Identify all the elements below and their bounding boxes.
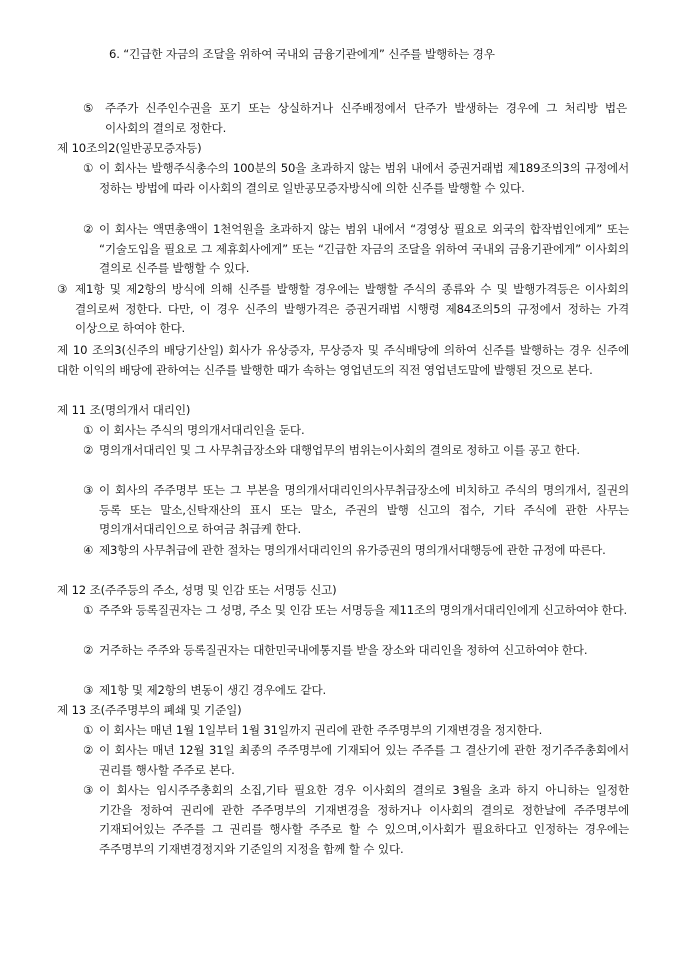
clause-number: ③	[57, 282, 68, 296]
article-11-clause-2: 명의개서대리인 및 그 사무취급장소와 대행업무의 범위는이사회의 결의로 정하고 이를 공고 한다.	[99, 443, 580, 457]
article-10-2-clause-2: 이 회사는 액면총액이 1천억원을 초과하지 않는 범위 내에서 “경영상 필요로 외국의 합작법인에게” 또는 “기술도입을 필요로 그 제휴회사에게” 또는 “긴급한 자금의 조달을 위하여 국내외 금융기관에게” 이사회의 결의로 신주를 발행할 수 있다.	[99, 222, 629, 276]
article-11-clause-4: 제3항의 사무취급에 관한 절차는 명의개서대리인의 유가증권의 명의개서대행등에 관한 규정에 따른다.	[99, 543, 606, 557]
article-13-clause-3: 이 회사는 임시주주총회의 소집,기타 필요한 경우 이사회의 결의로 3월을 초과 하지 아니하는 일정한 기간을 정하여 권리에 관한 주주명부의 기재변경을 정하거나 이사회의 결의로 정한날에 주주명부에 기재되어있는 주주를 그 권리를 행사할 주주로 할 수 있으며,이사회가 필요하다고 인정하는 경우에는 주주명부의 기재변경정지와 기준일의 지정을 함께 할 수 있다.	[99, 783, 629, 856]
clause-number: ②	[83, 643, 94, 657]
article-12-heading: 제 12 조(주주등의 주소, 성명 및 인감 또는 서명등 신고)	[57, 583, 337, 597]
article-11-clause-3: 이 회사의 주주명부 또는 그 부본을 명의개서대리인의사무취급장소에 비치하고 주식의 명의개서, 질권의 등록 또는 말소,신탁재산의 표시 또는 말소, 주권의 발행 신고의 접수, 기타 주식에 관한 사무는 명의개서대리인으로 하여금 취급케 한다.	[99, 483, 629, 537]
article-10-2-clause-1: 이 회사는 발행주식총수의 100분의 50을 초과하지 않는 범위 내에서 증권거래법 제189조의3의 규정에서 정하는 방법에 따라 이사회의 결의로 일반공모증자방식에 의한 신주를 발행할 수 있다.	[99, 161, 629, 195]
clause-number: ②	[83, 443, 94, 457]
article-13-heading: 제 13 조(주주명부의 폐쇄 및 기준일)	[57, 703, 242, 717]
clause-number: ①	[83, 161, 94, 175]
item-6-clause: 6. “긴급한 자금의 조달을 위하여 국내외 금융기관에게” 신주를 발행하는 경우	[109, 47, 495, 61]
article-11-heading: 제 11 조(명의개서 대리인)	[57, 403, 191, 417]
clause-number: ③	[83, 483, 94, 497]
clause-number: ②	[83, 743, 94, 757]
clause-5-paragraph: 주주가 신주인수권을 포기 또는 상실하거나 신주배정에서 단주가 발생하는 경우에 그 처리방 법은 이사회의 결의로 정한다.	[105, 101, 627, 135]
article-10-3-paragraph: 제 10 조의3(신주의 배당기산일) 회사가 유상증자, 무상증자 및 주식배당에 의하여 신주를 발행하는 경우 신주에 대한 이익의 배당에 관하여는 신주를 발행한 때가 속하는 영업년도의 직전 영업년도말에 발행된 것으로 본다.	[57, 343, 629, 377]
article-13-clause-1: 이 회사는 매년 1월 1일부터 1월 31일까지 권리에 관한 주주명부의 기재변경을 정지한다.	[99, 723, 543, 737]
clause-number: ⑤	[83, 101, 94, 115]
article-11-clause-1: 이 회사는 주식의 명의개서대리인을 둔다.	[99, 423, 305, 437]
clause-number: ①	[83, 423, 94, 437]
article-10-2-clause-3: 제1항 및 제2항의 방식에 의해 신주를 발행할 경우에는 발행할 주식의 종류와 수 및 발행가격등은 이사회의 결의로써 정한다. 다만, 이 경우 신주의 발행가격은 증권거래법 시행령 제84조의5의 규정에서 정하는 가격 이상으로 하여야 한다.	[75, 282, 629, 336]
clause-number: ④	[83, 543, 94, 557]
article-10-2-heading: 제 10조의2(일반공모증자등)	[57, 141, 202, 155]
article-13-clause-2: 이 회사는 매년 12월 31일 최종의 주주명부에 기재되어 있는 주주를 그 결산기에 관한 정기주주총회에서 권리를 행사할 주주로 본다.	[99, 743, 629, 777]
article-12-clause-1: 주주와 등록질권자는 그 성명, 주소 및 인감 또는 서명등을 제11조의 명의개서대리인에게 신고하여야 한다.	[99, 603, 628, 617]
article-12-clause-2: 거주하는 주주와 등록질권자는 대한민국내에통지를 받을 장소와 대리인을 정하여 신고하여야 한다.	[99, 643, 588, 657]
article-12-clause-3: 제1항 및 제2항의 변동이 생긴 경우에도 같다.	[99, 683, 327, 697]
clause-number: ③	[83, 683, 94, 697]
clause-number: ③	[83, 783, 94, 797]
clause-number: ①	[83, 603, 94, 617]
clause-number: ①	[83, 723, 94, 737]
clause-number: ②	[83, 222, 94, 236]
